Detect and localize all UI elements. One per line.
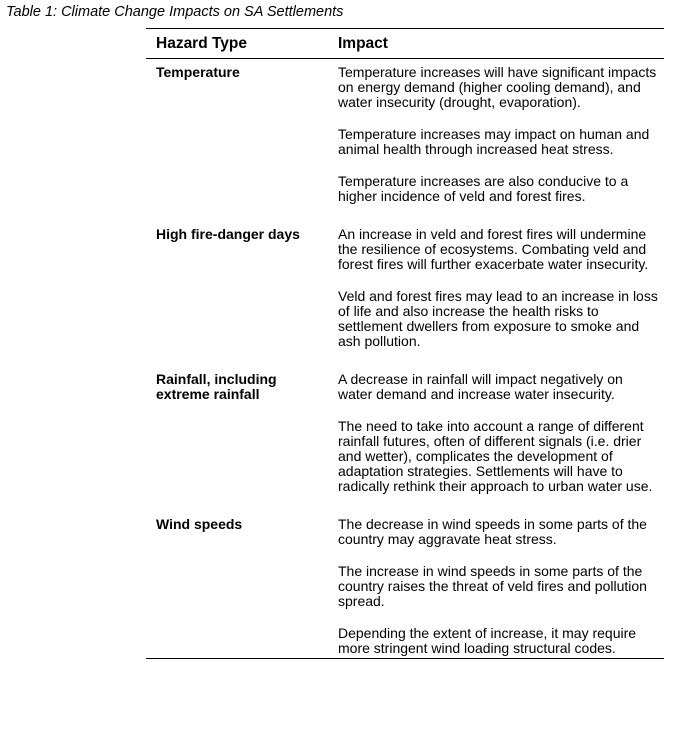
impact-paragraph: A decrease in rainfall will impact negatively on water demand and increase water insecurity.: [338, 371, 623, 402]
impact-paragraph: An increase in veld and forest fires will undermine the resilience of ecosystems. Combating veld and forest fires will further exacerbate water insecurity.: [338, 226, 649, 272]
table-caption: Table 1: Climate Change Impacts on SA Settlements: [6, 4, 344, 20]
hazard-cell: Wind speeds: [146, 511, 328, 659]
impact-paragraph: The need to take into account a range of different rainfall futures, often of different signals (i.e. drier and wetter), complicates the development of adaptation strategies. Settlements will have to radically rethink their approach to urban water use.: [338, 418, 653, 494]
hazard-cell: Rainfall, including extreme rainfall: [156, 371, 277, 402]
impact-cell: [328, 511, 664, 659]
table-row: [146, 59, 664, 222]
table-row: [146, 511, 664, 659]
impacts-table-container: [146, 28, 664, 659]
impact-paragraph: Veld and forest fires may lead to an increase in loss of life and also increase the health risks to settlement dwellers from exposure to smoke and ash pollution.: [338, 288, 658, 349]
header-impact: Impact: [328, 29, 664, 59]
impact-cell: [328, 59, 664, 222]
impact-paragraph: The decrease in wind speeds in some parts of the country may aggravate heat stress.: [338, 516, 647, 547]
impact-paragraph: The increase in wind speeds in some parts of the country raises the threat of veld fires and pollution spread.: [338, 563, 647, 609]
impact-paragraph: Temperature increases may impact on human and animal health through increased heat stress.: [338, 126, 650, 157]
table-row: [146, 366, 664, 511]
hazard-cell: Temperature: [156, 64, 240, 80]
climate-impacts-table: [146, 28, 664, 659]
header-hazard-type: Hazard Type: [146, 29, 328, 59]
impact-paragraph: Temperature increases will have significant impacts on energy demand (higher cooling demand), and water insecurity (drought, evaporation).: [338, 64, 657, 110]
hazard-cell: High fire-danger days: [156, 226, 300, 242]
impact-paragraph: Temperature increases are also conducive to a higher incidence of veld and forest fires.: [338, 173, 629, 204]
impact-cell: [328, 221, 664, 366]
impact-cell: [328, 366, 664, 511]
impact-paragraph: Depending the extent of increase, it may require more stringent wind loading structural codes.: [338, 625, 637, 656]
table-row: [146, 221, 664, 366]
table-header-row: [146, 29, 664, 59]
